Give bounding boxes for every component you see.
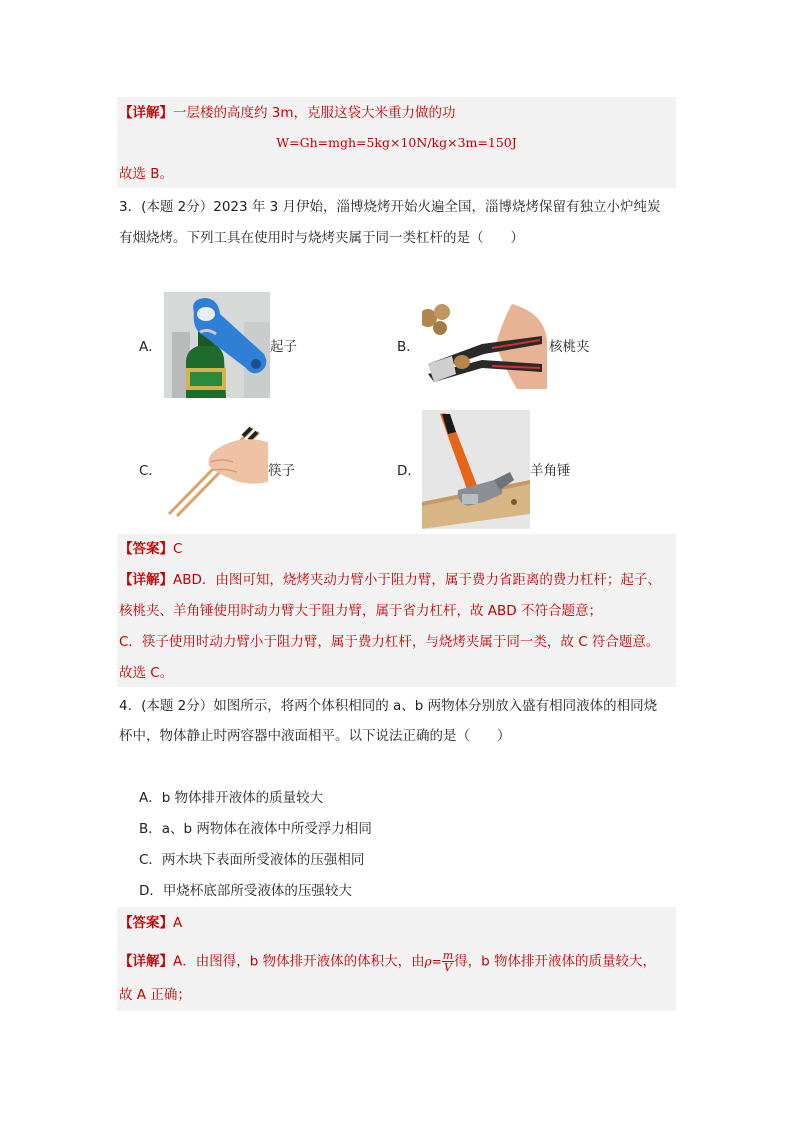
chopsticks-image <box>163 422 268 517</box>
q4-option-a[interactable]: A．b 物体排开液体的质量较大 <box>139 790 324 806</box>
answer-value: C <box>173 541 183 557</box>
option-c-label: 筷子 <box>268 463 295 479</box>
density-fraction <box>442 950 454 973</box>
q4-detail-line1 <box>119 950 656 973</box>
option-a-letter[interactable]: A． <box>139 339 162 355</box>
q3-answer-line <box>119 539 182 559</box>
nutcracker-image <box>422 304 547 389</box>
q4-option-d[interactable]: D．甲烧杯底部所受液体的压强较大 <box>139 883 352 899</box>
detail-text-a: A．由图得，b 物体排开液体的体积大，由 <box>173 953 425 970</box>
q4-option-b[interactable]: B．a、b 两物体在液体中所受浮力相同 <box>139 821 372 837</box>
bottle-opener-image <box>164 292 270 398</box>
q4-stem-line1: 4．(本题 2分）如图所示，将两个体积相同的 a、b 两物体分别放入盛有相同液体的相同烧 <box>119 698 658 714</box>
q3-choose: 故选 C。 <box>119 665 174 681</box>
fraction-numerator: m <box>442 949 454 962</box>
q3-detail-line1 <box>119 570 661 590</box>
option-c-letter[interactable]: C． <box>139 463 162 479</box>
q2-choose: 故选 B。 <box>119 166 174 182</box>
detail-tag: 【详解】 <box>119 572 173 588</box>
option-d-letter[interactable]: D． <box>397 463 421 479</box>
detail-text-b: 得，b 物体排开液体的质量较大， <box>454 953 657 970</box>
density-symbol: ρ= <box>424 954 442 969</box>
answer-tag: 【答案】 <box>119 541 173 557</box>
option-b-letter[interactable]: B． <box>397 339 420 355</box>
claw-hammer-image <box>422 410 530 529</box>
option-a-label: 起子 <box>270 339 297 355</box>
q3-detail-line2: 核桃夹、羊角锤使用时动力臂大于阻力臂，属于省力杠杆，故 ABD 不符合题意； <box>119 603 602 619</box>
q2-detail-line <box>119 103 456 123</box>
fraction-denominator: V <box>443 961 452 974</box>
answer-tag: 【答案】 <box>119 915 173 931</box>
detail-text: 一层楼的高度约 3m，克服这袋大米重力做的功 <box>173 105 456 121</box>
detail-tag: 【详解】 <box>119 105 173 121</box>
detail-tag: 【详解】 <box>119 953 173 970</box>
q4-detail-line2: 故 A 正确； <box>119 987 191 1003</box>
answer-value: A <box>173 915 183 931</box>
work-formula: W=Gh=mgh=5kg×10N/kg×3m=150J <box>276 135 517 150</box>
q4-stem-line2: 杯中，物体静止时两容器中液面相平。以下说法正确的是（ ） <box>119 728 511 744</box>
option-d-label: 羊角锤 <box>530 463 571 479</box>
detail-text: ABD．由图可知，烧烤夹动力臂小于阻力臂，属于费力省距离的费力杠杆；起子、 <box>173 572 661 588</box>
option-b-label: 核桃夹 <box>549 339 590 355</box>
q4-option-c[interactable]: C．两木块下表面所受液体的压强相同 <box>139 852 365 868</box>
q3-detail-line3: C．筷子使用时动力臂小于阻力臂，属于费力杠杆，与烧烤夹属于同一类，故 C 符合题意。 <box>119 634 660 650</box>
q4-answer-line <box>119 913 182 933</box>
q3-stem-line2: 有烟烧烤。下列工具在使用时与烧烤夹属于同一类杠杆的是（ ） <box>119 230 524 246</box>
q3-stem-line1: 3．(本题 2分）2023 年 3 月伊始，淄博烧烤开始火遍全国，淄博烧烤保留有独立小炉纯炭 <box>119 199 661 215</box>
